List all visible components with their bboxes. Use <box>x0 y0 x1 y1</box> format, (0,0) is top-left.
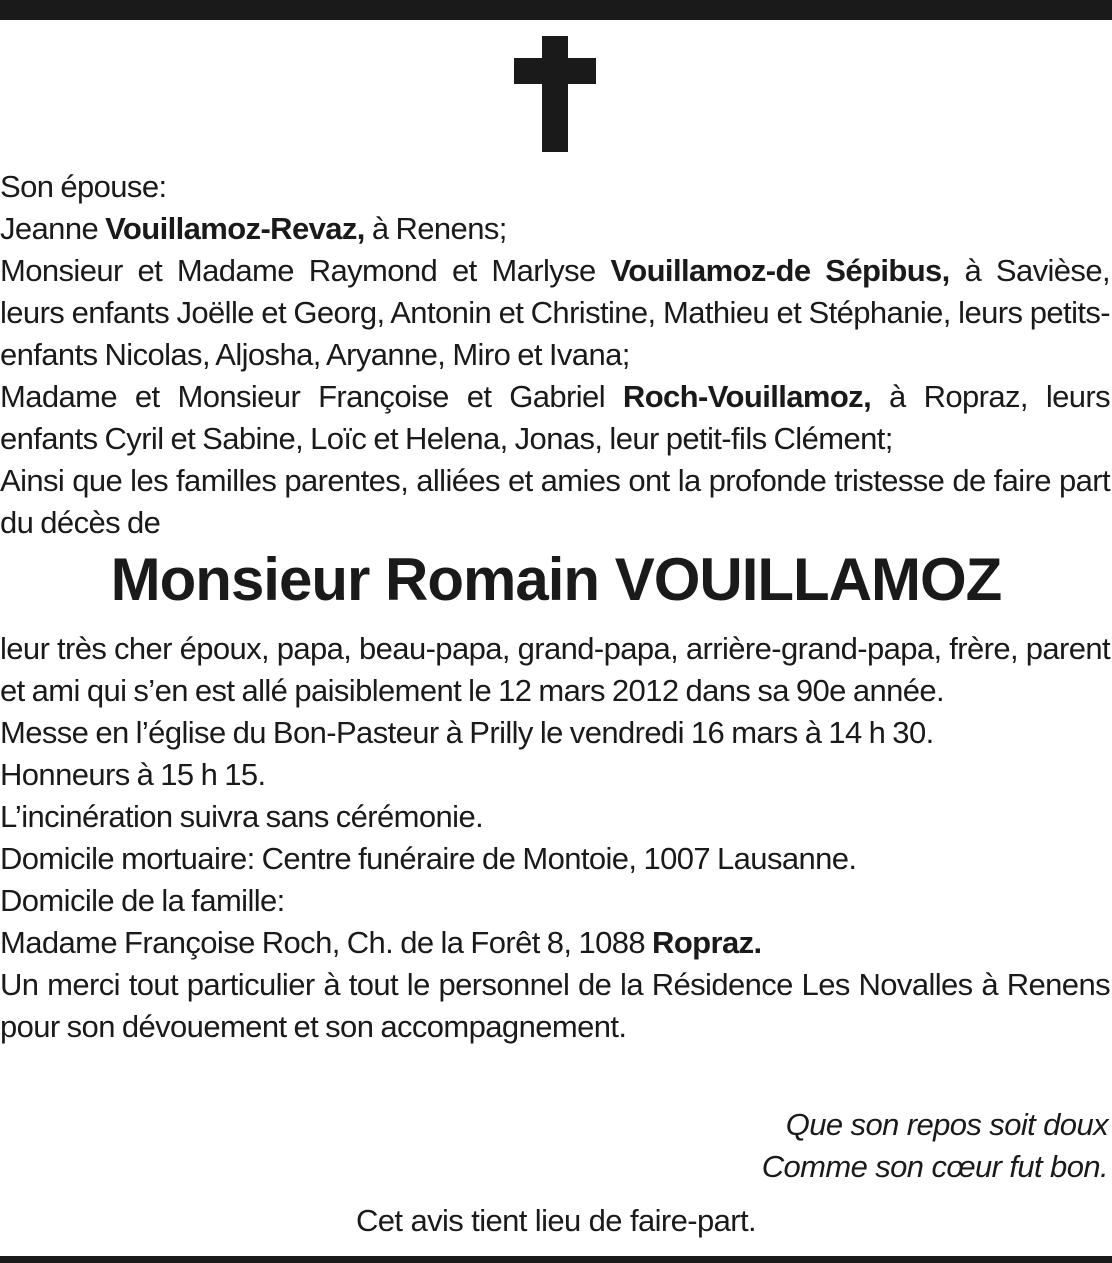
footer-note: Cet avis tient lieu de faire-part. <box>355 1203 757 1238</box>
family-home-address: Madame Françoise Roch, Ch. de la Forêt 8, 1088 Ropraz. <box>0 925 762 960</box>
tribute: leur très cher époux, papa, beau-papa, grand-papa, arrière-grand-papa, frère, parent et ami qui s’en est allé paisiblement le 12 mars 2012 dans sa 90e année. <box>0 631 1110 708</box>
deceased-name: Monsieur Romain VOUILLAMOZ <box>110 546 1002 613</box>
family-home-label: Domicile de la famille: <box>0 883 285 918</box>
family-paragraph-1: Monsieur et Madame Raymond et Marlyse Vouillamoz-de Sépibus, à Savièse, leurs enfants Joëlle et Georg, Antonin et Christine, Mathieu et Stéphanie, leurs petits-enfants Nicolas, Aljosha, Aryanne, Miro et Ivana; <box>0 253 1110 372</box>
spouse-line <box>0 208 1110 250</box>
closing-verse <box>762 1104 1108 1188</box>
family-section <box>0 166 1110 544</box>
closing-line-1: Que son repos soit doux <box>785 1107 1108 1142</box>
honours-info: Honneurs à 15 h 15. <box>0 757 266 792</box>
family-name-1: Vouillamoz-de Sépibus, <box>610 253 950 288</box>
spouse-post: à Renens; <box>371 211 507 246</box>
family-home-place: Ropraz. <box>652 925 762 960</box>
spouse-name: Vouillamoz-Revaz, <box>105 211 365 246</box>
closing-line-2: Comme son cœur fut bon. <box>761 1149 1108 1184</box>
cremation-info: L’incinération suivra sans cérémonie. <box>0 799 484 834</box>
family-paragraph-2: Madame et Monsieur Françoise et Gabriel Roch-Vouillamoz, à Ropraz, leurs enfants Cyril et Sabine, Loïc et Helena, Jonas, leur petit-fils Clément; <box>0 379 1111 456</box>
family-name-2: Roch-Vouillamoz, <box>622 379 872 414</box>
cross-icon <box>514 36 596 152</box>
thanks: Un merci tout particulier à tout le personnel de la Résidence Les Novalles à Renens pour son dévouement et son accompagnement. <box>0 967 1110 1044</box>
spouse-intro: Son épouse: <box>0 169 167 204</box>
top-rule <box>0 0 1112 20</box>
details-section <box>0 628 1110 1048</box>
announcement: Ainsi que les familles parentes, alliées et amies ont la profonde tristesse de faire part du décès de <box>0 463 1110 540</box>
mass-info: Messe en l’église du Bon-Pasteur à Prilly le vendredi 16 mars à 14 h 30. <box>0 715 934 750</box>
mortuary-info: Domicile mortuaire: Centre funéraire de Montoie, 1007 Lausanne. <box>0 841 857 876</box>
spouse-pre: Jeanne <box>0 211 99 246</box>
bottom-rule <box>0 1256 1112 1263</box>
